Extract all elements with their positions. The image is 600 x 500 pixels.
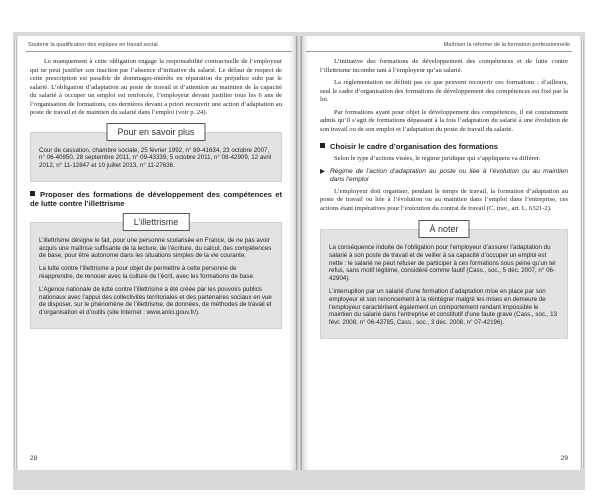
- left-intro-paragraph: Le manquement à cette obligation engage la responsabilité contractuelle de l’employeur qui ne peut justifier son inaction par l’absence d’initiative du salarié. Le défaut de respect de cette prescription est passible de dommages-intérêts en réparation du préjudice subi par le salarié. L’obligation d’adaptation au poste de travail et d’attention au maintien de la capacité du salarié à occuper un emploi est renforcée, l’employeur devant justifier tous les 6 ans de l’organisation de formations, ces dernières devant a priori recouvrir une action d’adaptation au poste de travail et de maintien du salarié dans l’emploi (voir p. 24).: [30, 58, 282, 116]
- right-running-head: Maîtriser la réforme de la formation professionnelle: [443, 42, 570, 48]
- square-bullet-icon: [30, 191, 35, 196]
- body-paragraph: L’employeur doit organiser, pendant le temps de travail, la formation d’adaptation au poste de travail ou liée à l’évolution ou au maintien dans l’emploi dans l’entreprise, ces actions étant impératives pour l’exécution du contrat de travail (C. trav., art. L. 6321-2).: [320, 187, 568, 212]
- left-header-rule: [26, 51, 292, 52]
- section-heading-text: Proposer des formations de développement des compétences et de lutte contre l’illettrisme: [30, 189, 282, 208]
- right-page-edges: [580, 40, 584, 468]
- section-heading: [320, 142, 568, 151]
- section-heading: [30, 190, 282, 208]
- right-page-content: [320, 58, 568, 345]
- square-bullet-icon: [320, 143, 325, 148]
- body-paragraph: Par formations ayant pour objet le développement des compétences, il est couramment admis qu’il s’agit de formations dépassant à la fois l’adaptation du salarié à une évolution de son travail ou de son emploi et l’adaptation du poste de travail du salarié.: [320, 108, 568, 133]
- info-box-paragraph: L’illettrisme désigne le fait, pour une personne scolarisée en France, de ne pas avoir acquis une maîtrise suffisante de la lecture, de l’écriture, du calcul, des compétences de base, pour être autonome dans les situations simples de la vie courante.: [39, 236, 272, 260]
- subsection-heading-text: Régime de l’action d’adaptation au poste ou liée à l’évolution ou au maintien dans l’emploi: [330, 167, 568, 183]
- left-running-head: Soutenir la qualification des équipes en travail social: [28, 42, 158, 48]
- right-header-rule: [306, 51, 572, 52]
- triangle-bullet-icon: ▶: [320, 167, 326, 175]
- page-number-right: 29: [560, 455, 568, 462]
- info-box-note: [320, 224, 568, 339]
- info-box-title: L’illettrisme: [123, 213, 190, 231]
- info-box-title: À noter: [418, 220, 469, 238]
- left-page-content: [30, 58, 282, 335]
- info-box-title: Pour en savoir plus: [106, 123, 205, 141]
- body-paragraph: L’initiative des formations de développement des compétences et de lutte contre l’illettrisme incombe tant à l’employeur qu’au salarié.: [320, 58, 568, 74]
- info-box-text: Cour de cassation, chambre sociale, 25 février 1992, n° 89-41634, 23 octobre 2007, n° 06-40950, 28 septembre 2011, n° 09-43339, 5 octobre 2011, n° 08-42909, 12 avril 2012, n° 11-12847 et 10 juillet 2013, n° 11-27636.: [39, 146, 272, 170]
- info-box-paragraph: L’Agence nationale de lutte contre l’illettrisme a été créée par les pouvoirs publics nationaux avec l’appui des collectivités territoriales et des partenaires sociaux en vue de disposer, sur le phénomène de l’illettrisme, de données, de méthodes de travail et d’organisation et d’outils (site Internet : www.anlci.gouv.fr/).: [39, 285, 272, 317]
- page-number-left: 28: [30, 455, 38, 462]
- info-box-illiteracy: [30, 216, 282, 329]
- right-page: [302, 36, 580, 470]
- info-box-paragraph: La lutte contre l’illettrisme a pour objet de permettre à cette personne de réapprendre, de renouer avec la culture de l’écrit, avec les formations de base.: [39, 265, 255, 281]
- subsection-heading: [320, 168, 568, 184]
- left-page: [18, 36, 296, 470]
- section-heading-text: Choisir le cadre d’organisation des formations: [330, 142, 498, 151]
- info-box-paragraph: La conséquence induite de l’obligation pour l’employeur d’assurer l’adaptation du salarié à son poste de travail et de veiller à sa capacité d’occuper un emploi est nette : le salarié ne peut refuser de participer à ces formations sous peine qu’un tel refus, sans motif légitime, considéré comme fautif (Cass., soc., 5 déc. 2007, n° 06-42904).: [329, 244, 556, 283]
- info-box-paragraph: L’interruption par un salarié d’une formation d’adaptation mise en place par son employeur et son renoncement à la réintégrer malgré les mises en demeure de l’employeur caractérisent également un comportement rendant impossible le maintien du salarié dans l’entreprise et constitutif d’une faute grave (Cass., soc., 13 févr. 2008, n° 06-43785, Cass., soc., 3 déc. 2008, n° 07-42196).: [329, 287, 558, 327]
- body-paragraph: La réglementation ne définit pas ce que peuvent recouvrir ces formations ; d’ailleurs, seul le cadre d’organisation des formations de développement des compétences est fixé par la loi.: [320, 79, 568, 103]
- body-paragraph: Selon le type d’actions visées, le régime juridique qui s’appliquera va différer.: [334, 155, 541, 162]
- info-box-further-reading: [30, 126, 282, 182]
